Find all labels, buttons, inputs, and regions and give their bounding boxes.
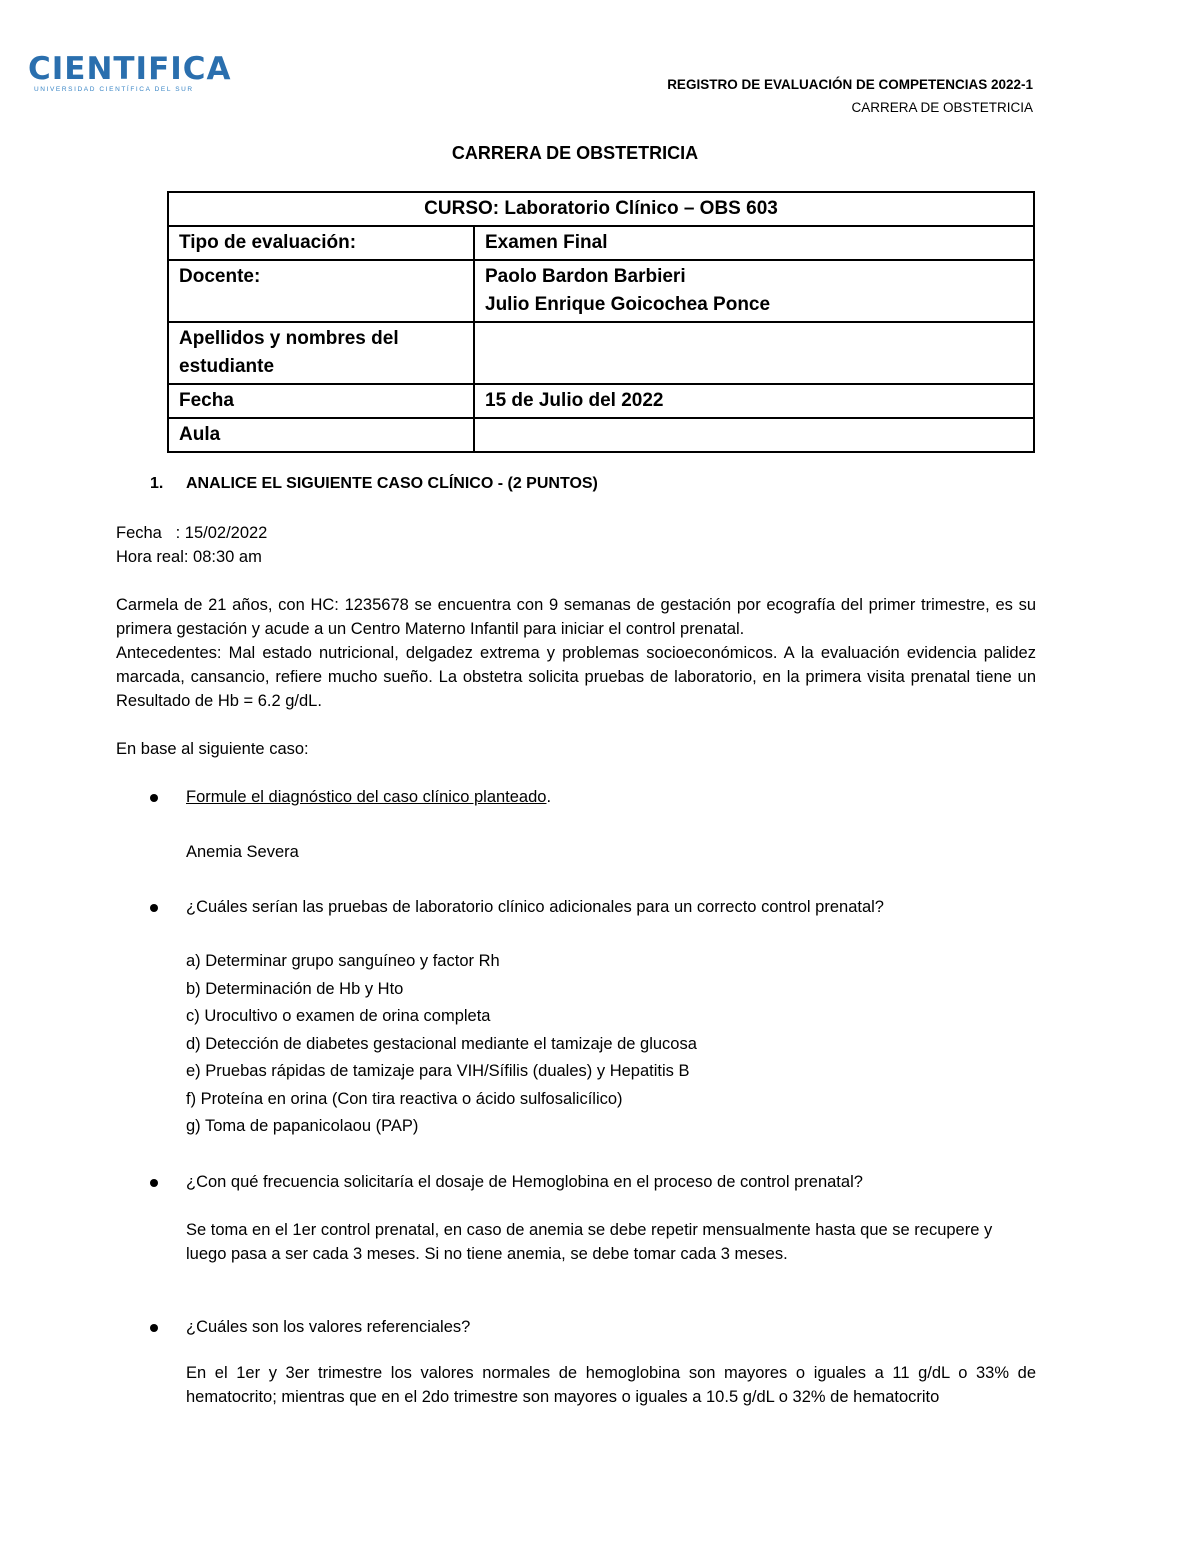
case-datetime [116,521,1036,569]
university-logo [28,52,232,94]
case-description [116,593,1036,713]
table-row [168,322,1034,384]
table-row [168,226,1034,260]
teacher-1: Paolo Bardon Barbieri [485,266,686,287]
list-item: c) Urocultivo o examen de orina completa [186,1007,491,1025]
table-row [168,418,1034,452]
item-question: Formule el diagnóstico del caso clínico planteado [186,788,547,806]
label-classroom: Aula [168,418,474,452]
value-evaluation-type: Examen Final [474,226,1034,260]
course-cell: CURSO: Laboratorio Clínico – OBS 603 [168,192,1034,226]
item-question: ¿Cuáles son los valores referenciales? [186,1318,471,1336]
list-item: d) Detección de diabetes gestacional mediante el tamizaje de glucosa [186,1034,697,1053]
list-item [150,895,1036,919]
table-row [168,260,1034,322]
bullet-icon [150,904,158,912]
list-item: a) Determinar grupo sanguíneo y factor Rh [186,952,500,970]
bullet-icon [150,1179,158,1187]
question-number: 1. [150,475,164,492]
case-paragraph-2: Antecedentes: Mal estado nutricional, delgadez extrema y problemas socioeconómicos. A la evaluación evidencia palidez marcada, cansancio, refiere mucho sueño. La obstetra solicita pruebas de laboratorio, en la primera visita prenatal tiene un Resultado de Hb = 6.2 g/dL. [116,644,1036,710]
case-date: Fecha : 15/02/2022 [116,524,268,542]
list-item [150,785,1036,809]
question-heading [150,475,598,493]
list-item: e) Pruebas rápidas de tamizaje para VIH/Sífilis (duales) y Hepatitis B [186,1062,690,1080]
label-evaluation-type: Tipo de evaluación: [168,226,474,260]
case-intro: En base al siguiente caso: [116,740,309,758]
value-date: 15 de Julio del 2022 [474,384,1034,418]
case-paragraph-1: Carmela de 21 años, con HC: 1235678 se encuentra con 9 semanas de gestación por ecografía del primer trimestre, es su primera gestación y acude a un Centro Materno Infantil para iniciar el control prenatal. [116,596,1036,638]
header-line-1: REGISTRO DE EVALUACIÓN DE COMPETENCIAS 2022-1 [667,77,1033,92]
item-question: ¿Cuáles serían las pruebas de laboratorio clínico adicionales para un correcto control prenatal? [186,898,884,916]
table-row-course [168,192,1034,226]
exam-info-table [167,191,1035,453]
lab-tests-list [186,948,1036,1141]
label-date: Fecha [168,384,474,418]
bullet-icon [150,794,158,802]
table-row [168,384,1034,418]
item-question-suffix: . [546,788,552,806]
bullet-icon [150,1324,158,1332]
item-answer: Anemia Severa [186,843,299,861]
item-answer: Se toma en el 1er control prenatal, en caso de anemia se debe repetir mensualmente hasta que se recupere y luego pasa a ser cada 3 meses. Si no tiene anemia, se debe tomar cada 3 meses. [186,1221,993,1263]
list-item [150,1170,1036,1194]
value-student-name[interactable] [474,322,1034,384]
logo-name: CIENTIFICA [28,51,232,87]
page-header [667,73,1033,119]
teacher-2: Julio Enrique Goicochea Ponce [485,294,771,315]
value-teacher [474,260,1034,322]
label-teacher: Docente: [168,260,474,322]
value-classroom[interactable] [474,418,1034,452]
item-answer: En el 1er y 3er trimestre los valores normales de hemoglobina son mayores o iguales a 11 g/dL o 33% de hematocrito; mientras que en el 2do trimestre son mayores o iguales a 10.5 g/dL o 32% de hematocrito [186,1364,1036,1406]
list-item [150,1315,1036,1339]
list-item: g) Toma de papanicolaou (PAP) [186,1117,419,1135]
label-student-name: Apellidos y nombres del estudiante [168,322,474,384]
header-line-2: CARRERA DE OBSTETRICIA [851,100,1033,115]
case-time: Hora real: 08:30 am [116,548,262,566]
logo-subtitle: UNIVERSIDAD CIENTÍFICA DEL SUR [34,86,194,93]
item-question: ¿Con qué frecuencia solicitaría el dosaje de Hemoglobina en el proceso de control prenatal? [186,1173,863,1191]
list-item: f) Proteína en orina (Con tira reactiva o ácido sulfosalicílico) [186,1089,623,1108]
document-title: CARRERA DE OBSTETRICIA [451,143,699,163]
list-item: b) Determinación de Hb y Hto [186,979,404,998]
question-text: ANALICE EL SIGUIENTE CASO CLÍNICO - (2 PUNTOS) [186,475,598,492]
